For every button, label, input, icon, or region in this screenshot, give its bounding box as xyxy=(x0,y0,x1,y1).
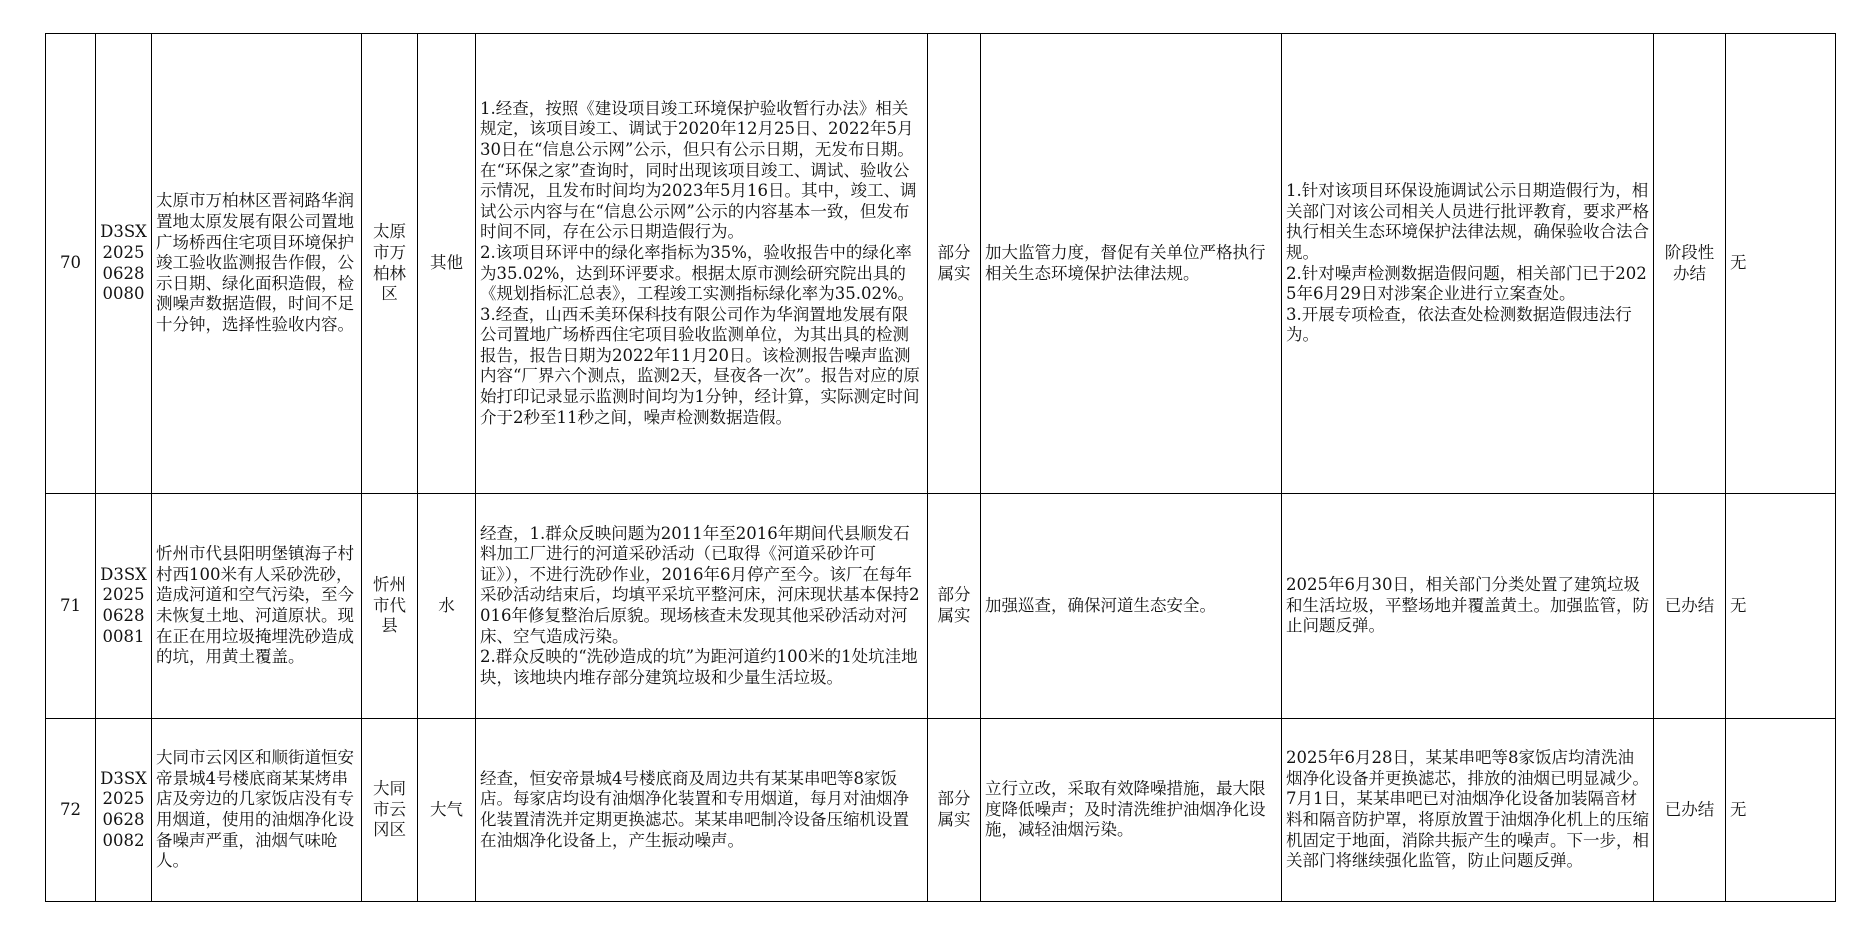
region: 忻州市代县 xyxy=(362,494,418,719)
row-number: 72 xyxy=(46,719,96,902)
completion-status: 阶段性办结 xyxy=(1654,34,1726,494)
investigation-findings xyxy=(476,494,928,719)
issue-description: 大同市云冈区和顺街道恒安帝景城4号楼底商某某烤串店及旁边的几家饭店没有专用烟道，使用的油烟净化设备噪声严重，油烟气味呛人。 xyxy=(152,719,362,902)
table-row xyxy=(46,34,1836,494)
region: 大同市云冈区 xyxy=(362,719,418,902)
verdict: 部分属实 xyxy=(928,34,981,494)
row-number: 71 xyxy=(46,494,96,719)
finding-paragraph: 2.该项目环评中的绿化率指标为35%，验收报告中的绿化率为35.02%，达到环评要求。根据太原市测绘研究院出具的《规划指标汇总表》，工程竣工实测指标绿化率为35.02%。 xyxy=(480,242,915,304)
table-row xyxy=(46,719,1836,902)
rectification-requirement: 加大监管力度，督促有关单位严格执行相关生态环境保护法律法规。 xyxy=(981,34,1282,494)
finding-paragraph: 2.群众反映的“洗砂造成的坑”为距河道约100米的1处坑洼地块，该地块内堆存部分建筑垃圾和少量生活垃圾。 xyxy=(480,647,918,687)
investigation-findings xyxy=(476,34,928,494)
accountability: 无 xyxy=(1726,494,1836,719)
pollution-type: 其他 xyxy=(418,34,476,494)
handling-result xyxy=(1282,719,1654,902)
pollution-type: 大气 xyxy=(418,719,476,902)
verdict: 部分属实 xyxy=(928,494,981,719)
case-code: D3SX202506280081 xyxy=(96,494,152,719)
issue-description: 太原市万柏林区晋祠路华润置地太原发展有限公司置地广场桥西住宅项目环境保护竣工验收监测报告作假，公示日期、绿化面积造假，检测噪声数据造假，时间不足十分钟，选择性验收内容。 xyxy=(152,34,362,494)
investigation-findings xyxy=(476,719,928,902)
finding-paragraph: 经查，恒安帝景城4号楼底商及周边共有某某串吧等8家饭店。每家店均设有油烟净化装置和专用烟道，每月对油烟净化装置清洗并定期更换滤芯。某某串吧制冷设备压缩机设置在油烟净化设备上，产生振动噪声。 xyxy=(480,768,909,850)
issue-description: 忻州市代县阳明堡镇海子村村西100米有人采砂洗砂，造成河道和空气污染，至今未恢复土地、河道原状。现在正在用垃圾掩埋洗砂造成的坑，用黄土覆盖。 xyxy=(152,494,362,719)
handling-paragraph: 3.开展专项检查，依法查处检测数据造假违法行为。 xyxy=(1286,304,1632,345)
handling-result xyxy=(1282,494,1654,719)
verdict: 部分属实 xyxy=(928,719,981,902)
handling-paragraph: 2025年6月28日，某某串吧等8家饭店均清洗油烟净化设备并更换滤芯，排放的油烟已明显减少。7月1日，某某串吧已对油烟净化设备加装隔音材料和隔音防护罩，将原放置于油烟净化机上的压缩机固定于地面，消除共振产生的噪声。下一步，相关部门将继续强化监管，防止问题反弹。 xyxy=(1286,748,1649,871)
row-number: 70 xyxy=(46,34,96,494)
finding-paragraph: 1.经查，按照《建设项目竣工环境保护验收暂行办法》相关规定，该项目竣工、调试于2020年12月25日、2022年5月30日在“信息公示网”公示，但只有公示日期，无发布日期。在“环保之家”查询时，同时出现该项目竣工、调试、验收公示情况，且发布时间均为2023年5月16日。其中，竣工、调试公示内容与在“信息公示网”公示的内容基本一致，但发布时间不同，存在公示日期造假行为。 xyxy=(480,98,917,242)
rectification-requirement: 立行立改，采取有效降噪措施，最大限度降低噪声；及时清洗维护油烟净化设施，减轻油烟污染。 xyxy=(981,719,1282,902)
finding-paragraph: 经查，1.群众反映问题为2011年至2016年期间代县顺发石料加工厂进行的河道采砂活动（已取得《河道采砂许可证》），不进行洗砂作业，2016年6月停产至今。该厂在每年采砂活动结束后，均填平采坑平整河床，河床现状基本保持2016年修复整治后原貌。现场核查未发现其他采砂活动对河床、空气造成污染。 xyxy=(480,523,920,646)
handling-paragraph: 2.针对噪声检测数据造假问题，相关部门已于2025年6月29日对涉案企业进行立案查处。 xyxy=(1286,263,1647,304)
case-code: D3SX202506280080 xyxy=(96,34,152,494)
accountability: 无 xyxy=(1726,34,1836,494)
region: 太原市万柏林区 xyxy=(362,34,418,494)
case-code: D3SX202506280082 xyxy=(96,719,152,902)
completion-status: 已办结 xyxy=(1654,719,1726,902)
accountability: 无 xyxy=(1726,719,1836,902)
completion-status: 已办结 xyxy=(1654,494,1726,719)
pollution-type: 水 xyxy=(418,494,476,719)
handling-result xyxy=(1282,34,1654,494)
handling-paragraph: 2025年6月30日，相关部门分类处置了建筑垃圾和生活垃圾，平整场地并覆盖黄土。加强监管，防止问题反弹。 xyxy=(1286,575,1649,636)
rectification-requirement: 加强巡查，确保河道生态安全。 xyxy=(981,494,1282,719)
finding-paragraph: 3.经查，山西禾美环保科技有限公司作为华润置地发展有限公司置地广场桥西住宅项目验收监测单位，为其出具的检测报告，报告日期为2022年11月20日。该检测报告噪声监测内容“厂界六个测点，监测2天，昼夜各一次”。报告对应的原始打印记录显示监测时间均为1分钟，经计算，实际测定时间介于2秒至11秒之间，噪声检测数据造假。 xyxy=(480,304,920,427)
handling-paragraph: 1.针对该项目环保设施调试公示日期造假行为，相关部门对该公司相关人员进行批评教育，要求严格执行相关生态环境保护法律法规，确保验收合法合规。 xyxy=(1286,181,1649,262)
complaint-table xyxy=(45,33,1836,902)
table-row xyxy=(46,494,1836,719)
